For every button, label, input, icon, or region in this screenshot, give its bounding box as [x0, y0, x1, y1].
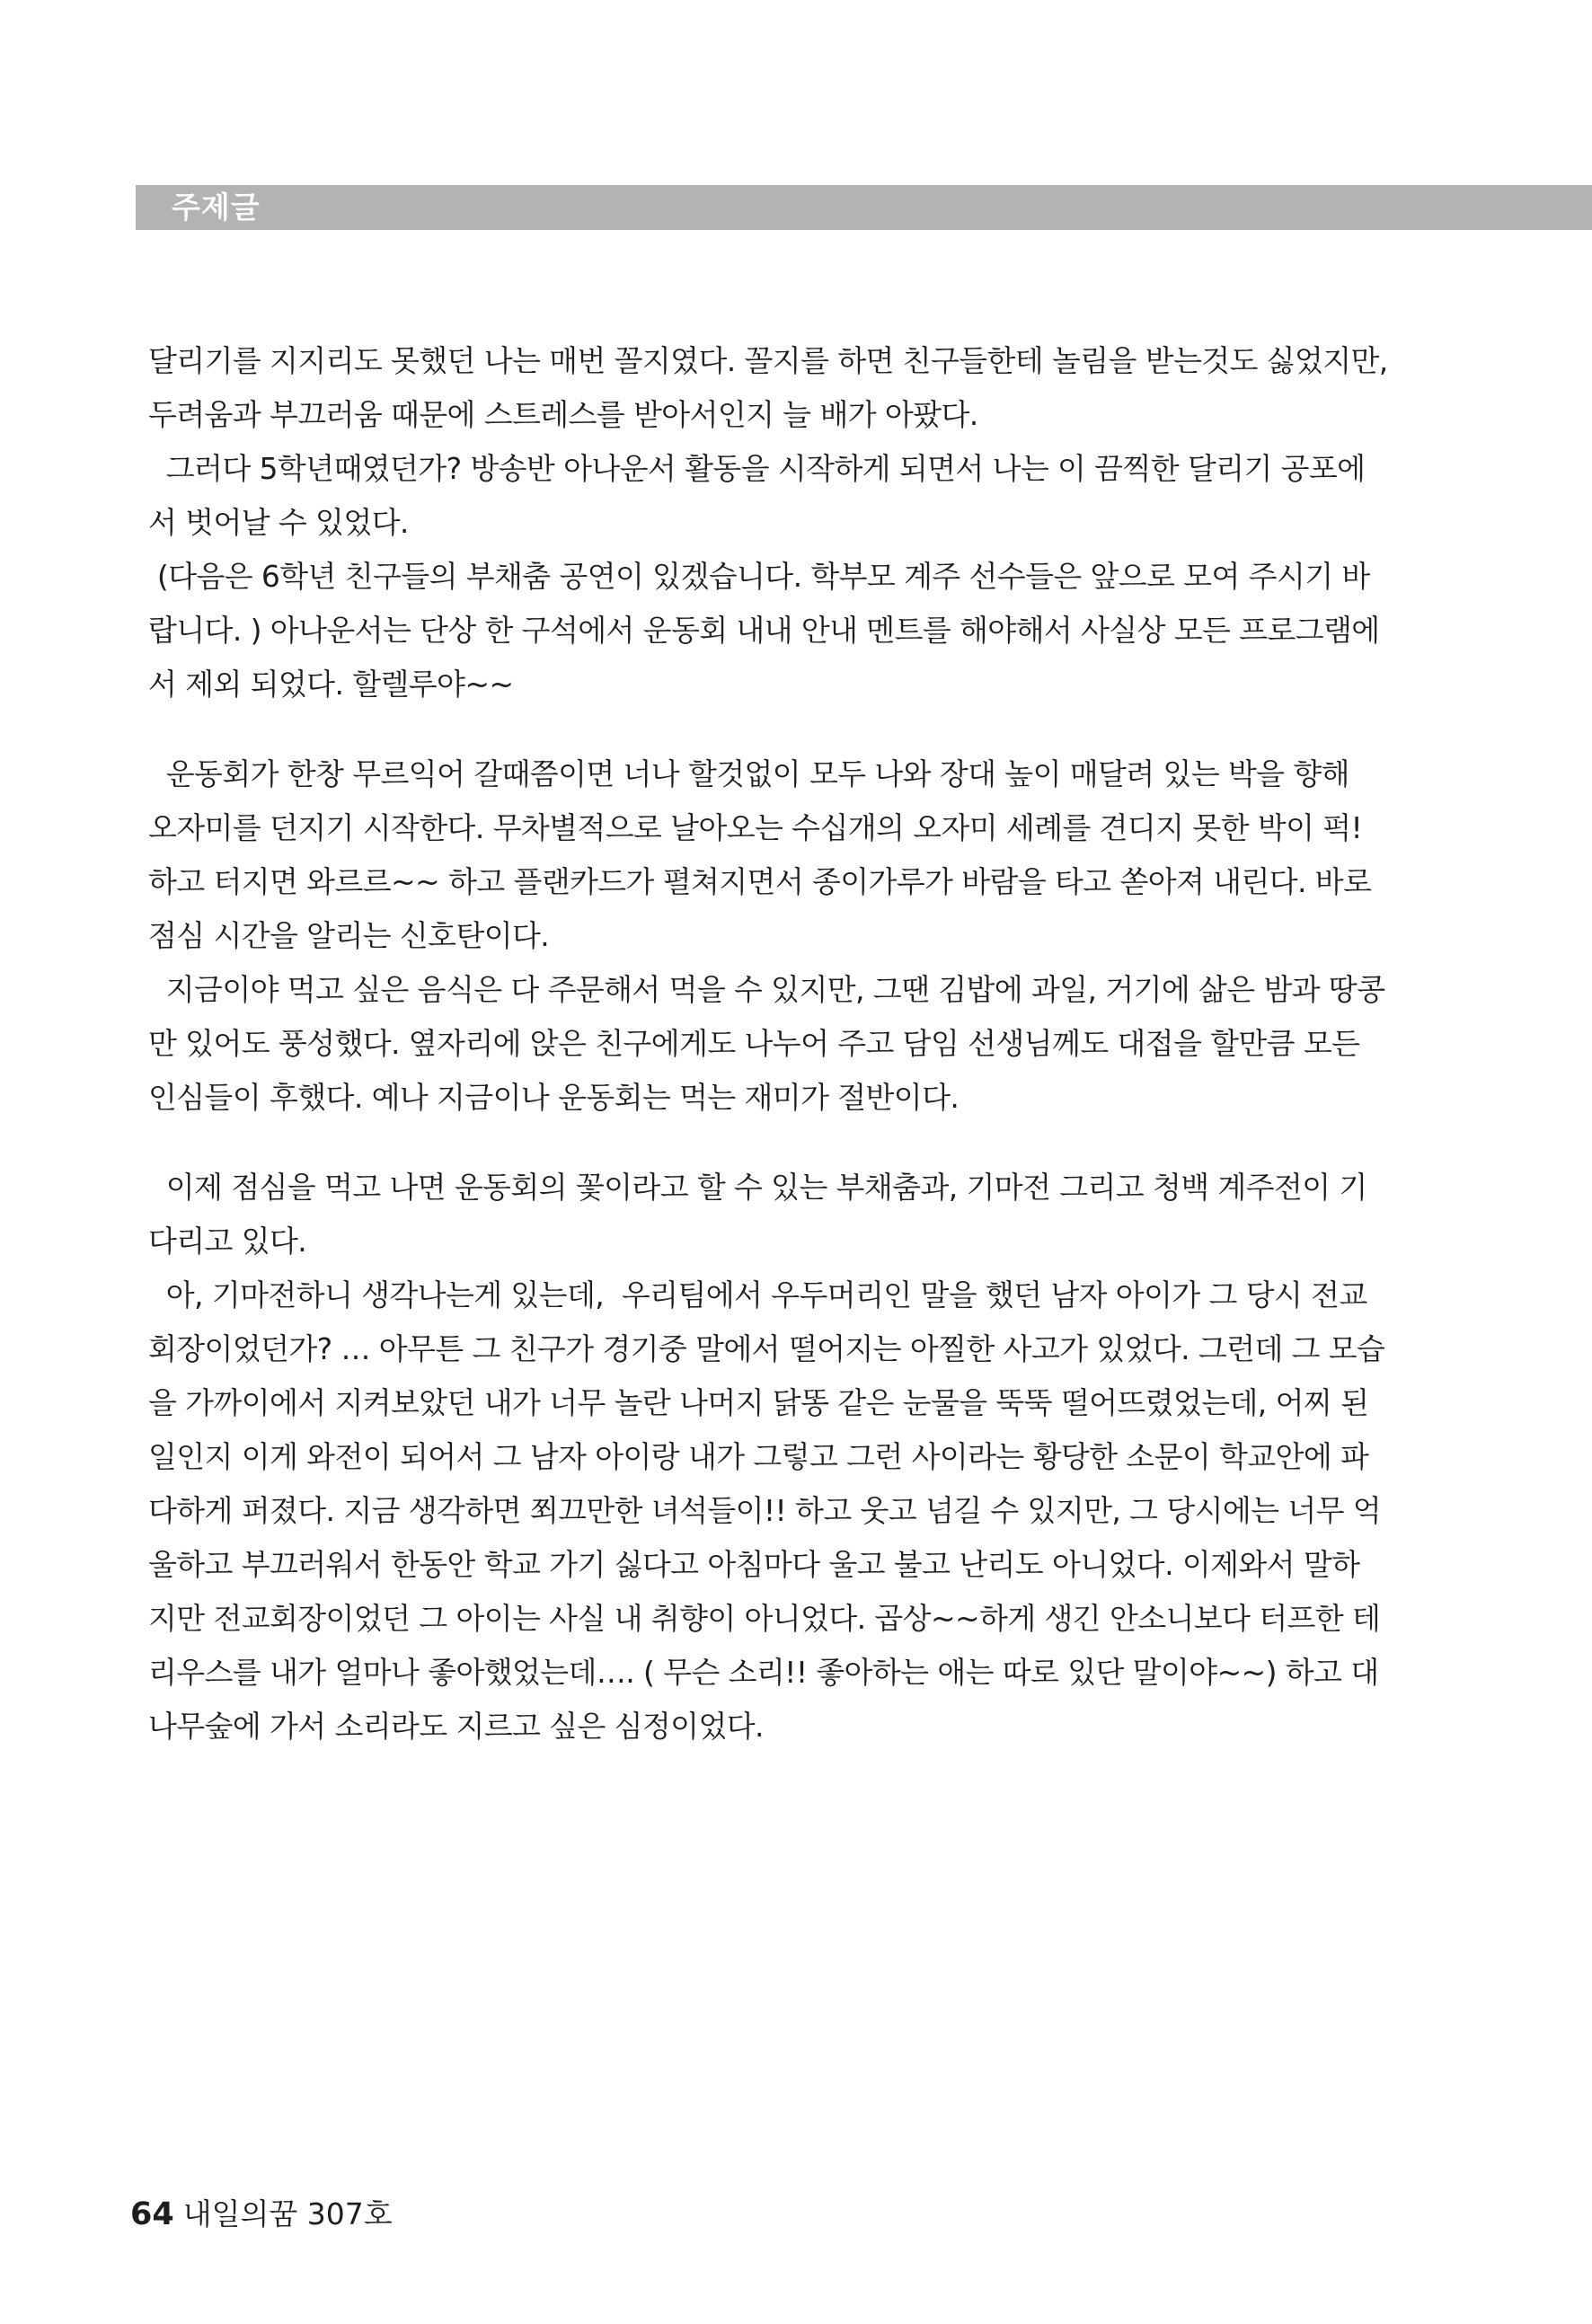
- paragraph-gap: [148, 1125, 1446, 1161]
- text-line: 달리기를 지지리도 못했던 나는 매번 꼴지였다. 꼴지를 하면 친구들한테 놀림을 받는것도 싫었지만,: [148, 343, 1388, 378]
- text-line: 두려움과 부끄러움 때문에 스트레스를 받아서인지 늘 배가 아팠다.: [148, 397, 978, 432]
- section-label: 주제글: [172, 190, 261, 225]
- page-footer: [130, 2192, 393, 2237]
- text-line: (다음은 6학년 친구들의 부채춤 공연이 있겠습니다. 학부모 계주 선수들은 앞으로 모여 주시기 바: [148, 559, 1370, 594]
- text-line: 랍니다. ) 아나운서는 단상 한 구석에서 운동회 내내 안내 멘트를 해야해서 사실상 모든 프로그램에: [148, 613, 1380, 648]
- text-line: 인심들이 후했다. 예나 지금이나 운동회는 먹는 재미가 절반이다.: [148, 1080, 960, 1115]
- text-line: 울하고 부끄러워서 한동안 학교 가기 싫다고 아침마다 울고 불고 난리도 아니었다. 이제와서 말하: [148, 1547, 1360, 1582]
- text-line: 일인지 이게 와전이 되어서 그 남자 아이랑 내가 그렇고 그런 사이라는 황당한 소문이 학교안에 파: [148, 1439, 1369, 1474]
- paragraph-gap: [148, 711, 1446, 747]
- paragraph-4: [148, 747, 1446, 963]
- text-line: 만 있어도 풍성했다. 옆자리에 앉은 친구에게도 나누어 주고 담임 선생님께도 대접을 할만큼 모든: [148, 1026, 1360, 1061]
- text-line: 점심 시간을 알리는 신호탄이다.: [148, 918, 550, 953]
- text-line: 다리고 있다.: [148, 1224, 307, 1259]
- text-line: 아, 기마전하니 생각나는게 있는데, 우리팀에서 우두머리인 말을 했던 남자 아이가 그 당시 전교: [148, 1277, 1367, 1312]
- text-line: 을 가까이에서 지켜보았던 내가 너무 놀란 나머지 닭똥 같은 눈물을 뚝뚝 떨어뜨렸었는데, 어찌 된: [148, 1385, 1369, 1420]
- paragraph-5: [148, 963, 1446, 1125]
- text-line: 오자미를 던지기 시작한다. 무차별적으로 날아오는 수십개의 오자미 세례를 견디지 못한 박이 퍽!: [148, 810, 1363, 845]
- text-line: 지만 전교회장이었던 그 아이는 사실 내 취향이 아니었다. 곱상~~하게 생긴 안소니보다 터프한 테: [148, 1601, 1381, 1636]
- text-line: 나무숲에 가서 소리라도 지르고 싶은 심정이었다.: [148, 1709, 764, 1744]
- publication-name: 내일의꿈 307호: [182, 2196, 393, 2231]
- text-line: 리우스를 내가 얼마나 좋아했었는데…. ( 무슨 소리!! 좋아하는 애는 따로 있단 말이야~~) 하고 대: [148, 1655, 1379, 1690]
- paragraph-2: [148, 442, 1446, 550]
- text-line: 지금이야 먹고 싶은 음식은 다 주문해서 먹을 수 있지만, 그땐 김밥에 과일, 거기에 삶은 밤과 땅콩: [148, 972, 1385, 1007]
- article-body: [148, 334, 1446, 1754]
- text-line: 다하게 퍼졌다. 지금 생각하면 쬐끄만한 녀석들이!! 하고 웃고 넘길 수 있지만, 그 당시에는 너무 억: [148, 1493, 1382, 1528]
- page-number: 64: [130, 2196, 174, 2232]
- paragraph-6: [148, 1161, 1446, 1268]
- text-line: 운동회가 한창 무르익어 갈때쯤이면 너나 할것없이 모두 나와 장대 높이 매달려 있는 박을 향해: [148, 756, 1349, 791]
- paragraph-7: [148, 1268, 1446, 1754]
- text-line: 회장이었던가? … 아무튼 그 친구가 경기중 말에서 떨어지는 아찔한 사고가 있었다. 그런데 그 모습: [148, 1331, 1385, 1366]
- paragraph-1: [148, 334, 1446, 442]
- text-line: 하고 터지면 와르르~~ 하고 플랜카드가 펼쳐지면서 종이가루가 바람을 타고 쏟아져 내린다. 바로: [148, 864, 1372, 899]
- paragraph-3: [148, 550, 1446, 711]
- text-line: 서 제외 되었다. 할렐루야~~: [148, 667, 514, 702]
- text-line: 서 벗어날 수 있었다.: [148, 505, 409, 540]
- text-line: 이제 점심을 먹고 나면 운동회의 꽃이라고 할 수 있는 부채춤과, 기마전 그리고 청백 계주전이 기: [148, 1170, 1367, 1205]
- section-header-bar: [136, 185, 1592, 230]
- text-line: 그러다 5학년때였던가? 방송반 아나운서 활동을 시작하게 되면서 나는 이 끔찍한 달리기 공포에: [148, 451, 1366, 486]
